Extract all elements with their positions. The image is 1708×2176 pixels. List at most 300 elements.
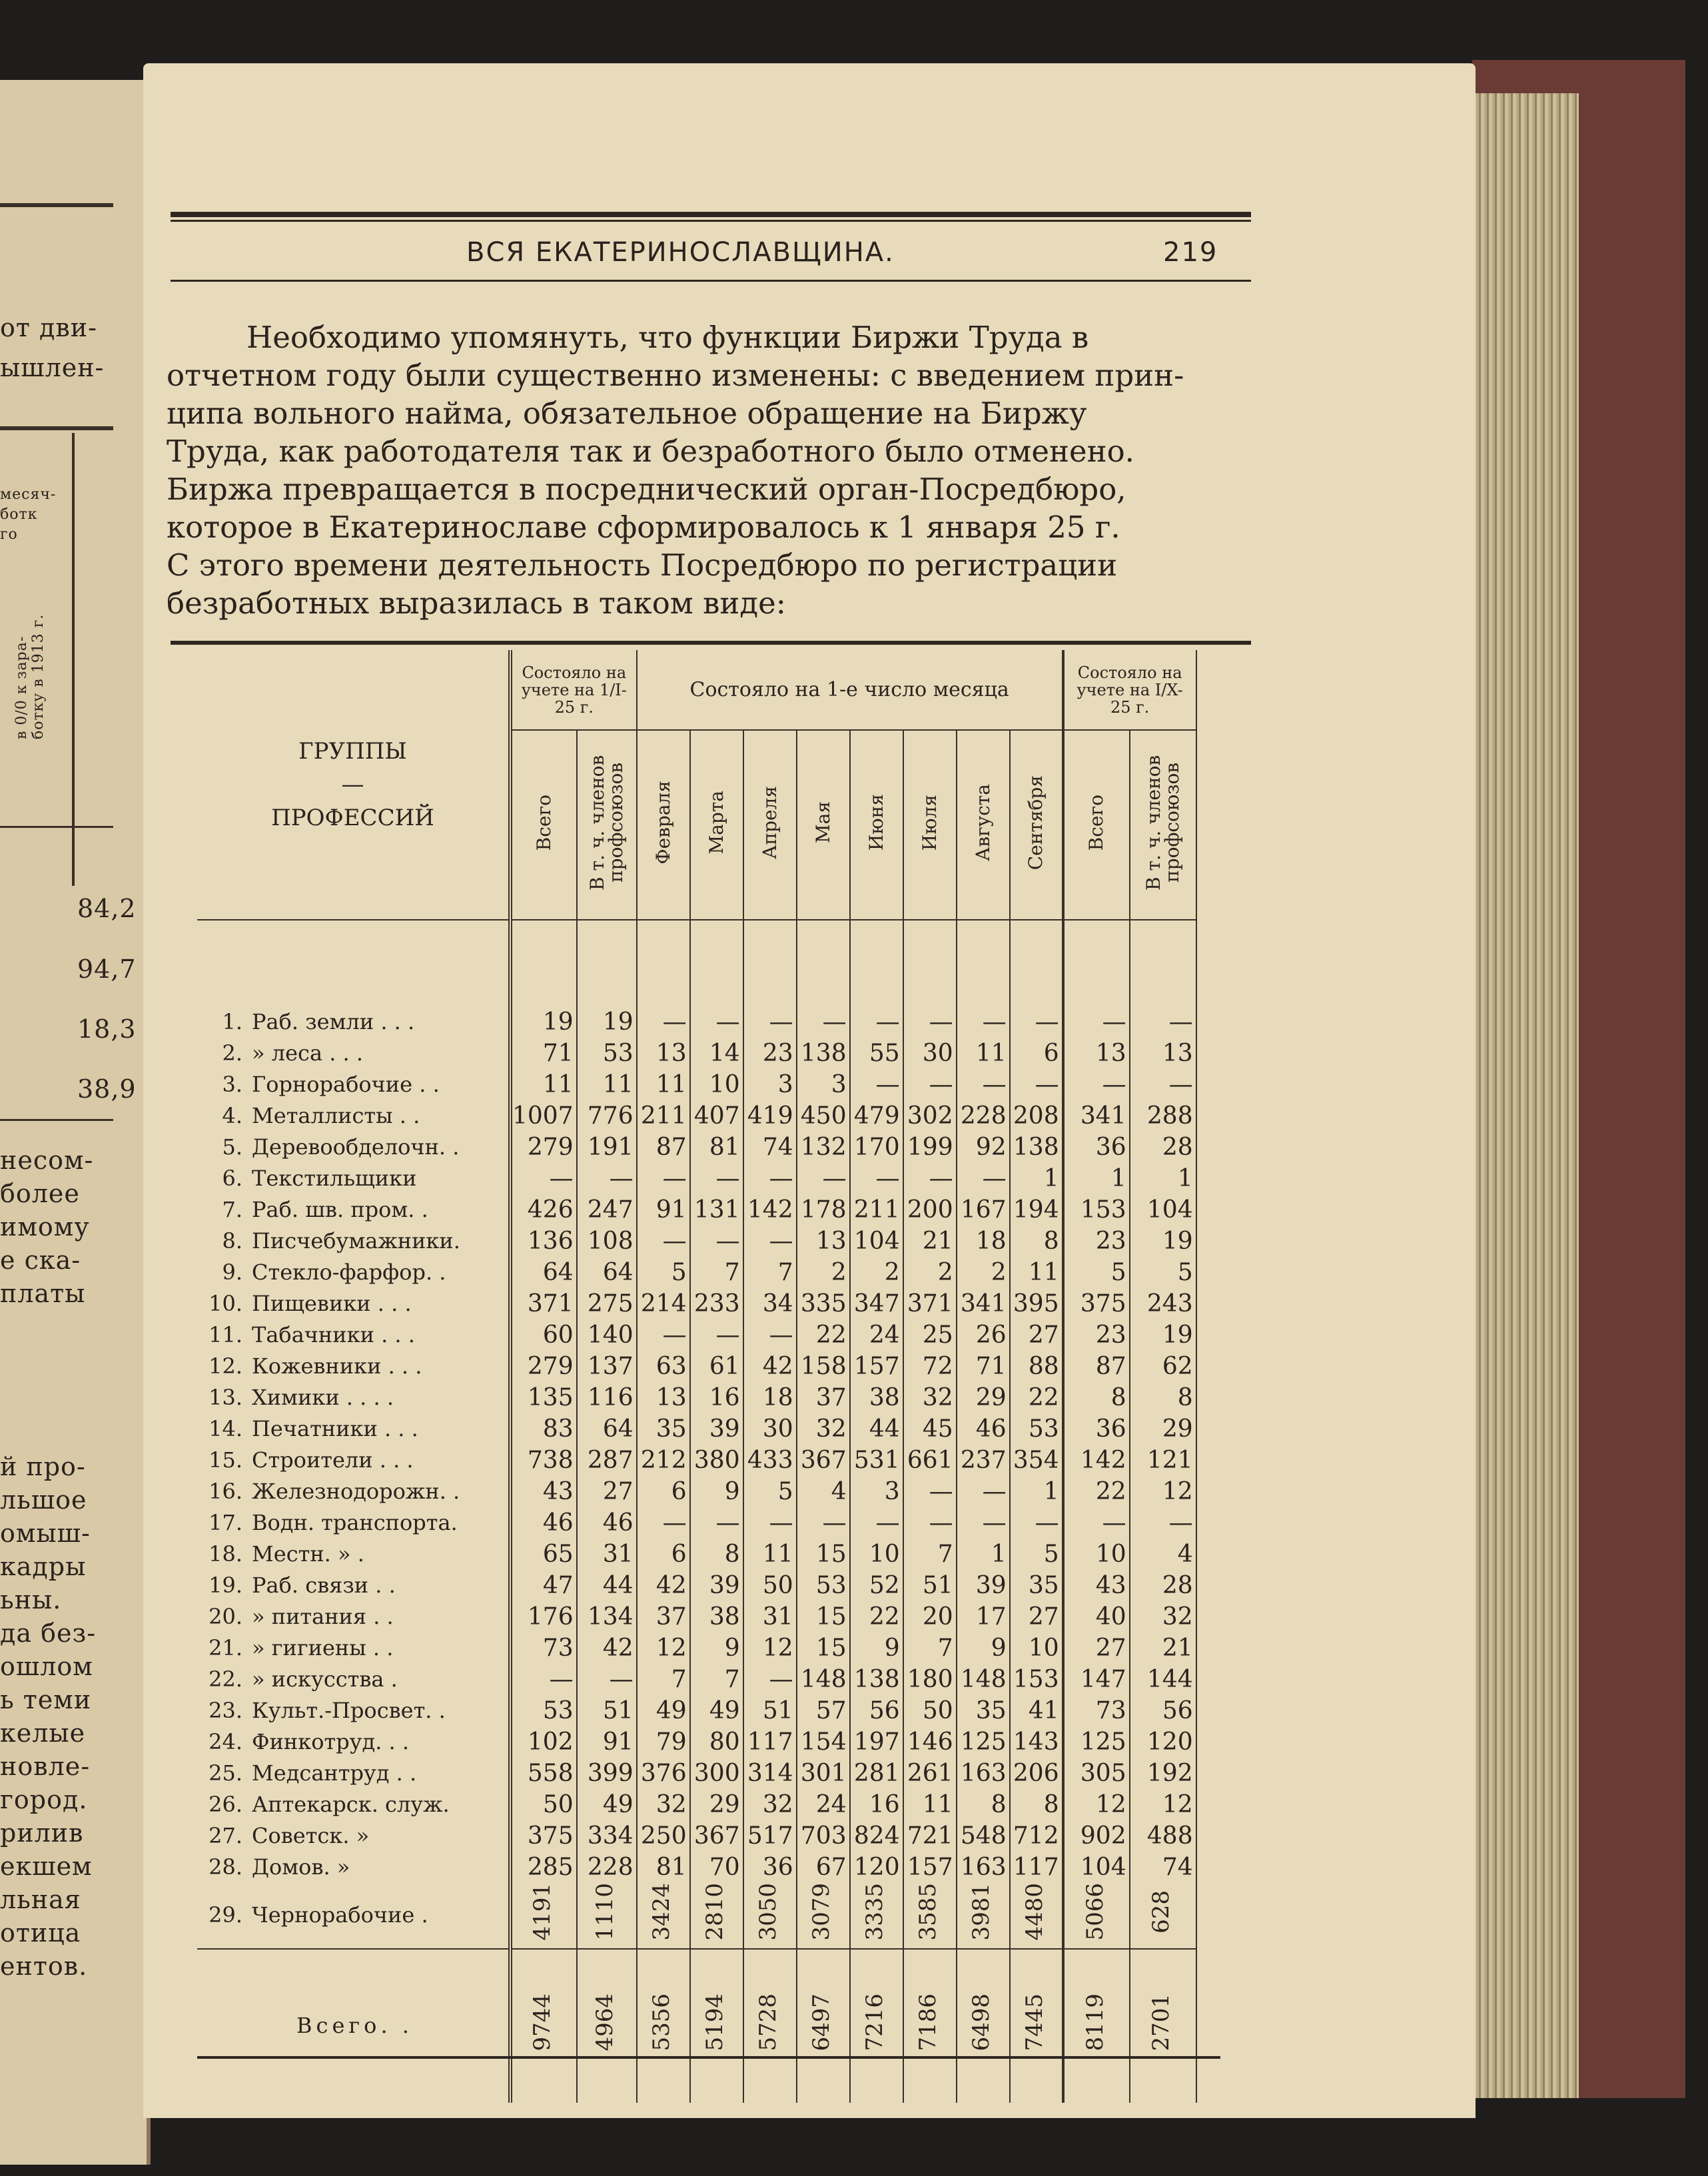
table-cell: 29 <box>690 1789 743 1820</box>
table-row <box>197 1319 1196 1351</box>
cell-value: 3335 <box>861 1883 889 1941</box>
row-name: Писчебумажники. <box>252 1228 460 1254</box>
left-page-line: ышлен- <box>0 353 105 382</box>
row-number: 12. <box>209 1353 242 1379</box>
table-cell: 22 <box>1063 1476 1130 1507</box>
row-name: Стекло-фарфор. . <box>252 1260 446 1285</box>
table-cell: — <box>1063 1507 1130 1539</box>
table-row <box>197 1288 1196 1319</box>
table-cell: 35 <box>637 1413 690 1445</box>
row-name: Советск. » <box>252 1823 370 1848</box>
row-number: 15. <box>209 1447 242 1473</box>
spacer-cell <box>690 920 743 1006</box>
row-number: 8. <box>222 1228 242 1254</box>
table-cell: 80 <box>690 1726 743 1758</box>
table-cell: 32 <box>1130 1601 1196 1632</box>
table-row <box>197 1883 1196 1949</box>
table-cell: 43 <box>510 1476 577 1507</box>
table-cell: 20 <box>903 1601 957 1632</box>
table-cell: — <box>903 1507 957 1539</box>
table-cell: 117 <box>743 1726 797 1758</box>
left-page-line: омыш- <box>0 1519 91 1548</box>
table-cell: — <box>743 1226 797 1257</box>
left-page-line: кадры <box>0 1552 87 1581</box>
table-cell: 237 <box>957 1445 1010 1476</box>
table-cell: 22 <box>850 1601 903 1632</box>
table-cell: 194 <box>1010 1194 1063 1226</box>
table-cell: 7 <box>743 1257 797 1288</box>
table-cell: 11 <box>637 1069 690 1100</box>
table-cell: 4 <box>797 1476 850 1507</box>
table-cell: 776 <box>577 1100 637 1132</box>
table-cell: 32 <box>743 1789 797 1820</box>
row-label <box>197 1100 510 1132</box>
table-cell: 17 <box>957 1601 1010 1632</box>
row-number: 13. <box>209 1385 242 1410</box>
table-cell: 1007 <box>510 1100 577 1132</box>
table-cell: 131 <box>690 1194 743 1226</box>
row-label <box>197 1883 510 1949</box>
table-cell: 11 <box>957 1038 1010 1069</box>
table-cell: 1 <box>957 1539 1010 1570</box>
total-cell <box>903 1949 957 2103</box>
table-row <box>197 1069 1196 1100</box>
left-page-header: месяч- <box>0 486 57 503</box>
table-cell: — <box>850 1006 903 1038</box>
table-cell: — <box>850 1163 903 1194</box>
table-cell: 39 <box>690 1570 743 1601</box>
table-cell: 104 <box>1063 1852 1130 1883</box>
table-cell: 143 <box>1010 1726 1063 1758</box>
row-label <box>197 1570 510 1601</box>
running-title: ВСЯ ЕКАТЕРИНОСЛАВЩИНА. <box>466 237 895 268</box>
column-header-label: Всего <box>1085 794 1108 851</box>
row-number: 24. <box>209 1729 242 1754</box>
table-cell: — <box>743 1507 797 1539</box>
table-cell: — <box>577 1664 637 1695</box>
table-bottom-rule <box>197 2056 1220 2059</box>
table-cell: 341 <box>1063 1100 1130 1132</box>
table-cell: 125 <box>957 1726 1010 1758</box>
table-cell: 47 <box>510 1570 577 1601</box>
table-cell: 23 <box>743 1038 797 1069</box>
table-row <box>197 1632 1196 1664</box>
total-value: 5356 <box>648 1993 675 2051</box>
table-row <box>197 1570 1196 1601</box>
column-header-label: Июля <box>918 794 941 851</box>
table-cell: 26 <box>957 1319 1010 1351</box>
table-cell: 40 <box>1063 1601 1130 1632</box>
row-label <box>197 1476 510 1507</box>
row-name: Раб. шв. пром. . <box>252 1197 428 1222</box>
row-number: 27. <box>209 1823 242 1848</box>
table-cell: 4 <box>1130 1539 1196 1570</box>
total-value: 6497 <box>808 1993 835 2051</box>
table-cell: 10 <box>1063 1539 1130 1570</box>
table-cell: — <box>637 1006 690 1038</box>
table-cell: 275 <box>577 1288 637 1319</box>
table-cell: 55 <box>850 1038 903 1069</box>
row-name: Железнодорожн. . <box>252 1479 460 1504</box>
cell-value: 5066 <box>1081 1883 1108 1941</box>
table-cell: 158 <box>797 1351 850 1382</box>
column-header-label: Всего <box>532 794 555 851</box>
total-cell <box>1130 1949 1196 2103</box>
table-cell: 824 <box>850 1820 903 1852</box>
table-cell <box>637 1883 690 1949</box>
table-cell: 261 <box>903 1758 957 1789</box>
table-cell: 91 <box>577 1726 637 1758</box>
total-cell <box>797 1949 850 2103</box>
cell-value: 3424 <box>648 1883 675 1941</box>
table-cell: 208 <box>1010 1100 1063 1132</box>
table-cell: 36 <box>1063 1132 1130 1163</box>
total-value: 7216 <box>861 1993 889 2051</box>
table-cell <box>1010 1883 1063 1949</box>
row-label <box>197 1601 510 1632</box>
table-cell: 433 <box>743 1445 797 1476</box>
table-cell: 228 <box>957 1100 1010 1132</box>
table-cell: 146 <box>903 1726 957 1758</box>
table-cell: 3 <box>850 1476 903 1507</box>
table-cell: — <box>743 1664 797 1695</box>
table-cell: 214 <box>637 1288 690 1319</box>
total-value: 5194 <box>701 1993 729 2051</box>
left-page-line: ошлом <box>0 1652 93 1681</box>
table-cell: 18 <box>743 1382 797 1413</box>
table-cell: 19 <box>1130 1319 1196 1351</box>
paragraph-line: которое в Екатеринославе сформировалось к 1 января 25 г. <box>167 510 1120 545</box>
table-cell: — <box>1130 1006 1196 1038</box>
table-cell: 243 <box>1130 1288 1196 1319</box>
left-page-line: екшем <box>0 1852 93 1881</box>
row-label <box>197 1539 510 1570</box>
table-cell: 19 <box>1130 1226 1196 1257</box>
total-cell <box>1010 1949 1063 2103</box>
table-cell: 138 <box>797 1038 850 1069</box>
table-cell: 314 <box>743 1758 797 1789</box>
column-header <box>510 730 577 920</box>
row-label <box>197 1257 510 1288</box>
left-page-line: ь теми <box>0 1685 92 1714</box>
table-cell: 36 <box>1063 1413 1130 1445</box>
table-cell: 341 <box>957 1288 1010 1319</box>
table-row <box>197 1726 1196 1758</box>
table-cell: 138 <box>1010 1132 1063 1163</box>
table-cell: 8 <box>957 1789 1010 1820</box>
row-number: 21. <box>209 1635 242 1660</box>
table-cell: — <box>850 1507 903 1539</box>
row-label <box>197 1319 510 1351</box>
table-cell: — <box>797 1163 850 1194</box>
table-cell: 2 <box>850 1257 903 1288</box>
table-cell: 46 <box>577 1507 637 1539</box>
table-cell: 30 <box>743 1413 797 1445</box>
table-cell: 191 <box>577 1132 637 1163</box>
column-header <box>957 730 1010 920</box>
table-cell: 9 <box>690 1632 743 1664</box>
table-cell: 53 <box>1010 1413 1063 1445</box>
row-name: Чернорабочие . <box>252 1902 428 1928</box>
table-cell: 6 <box>1010 1038 1063 1069</box>
left-page-line: льная <box>0 1885 81 1914</box>
left-page-line: отица <box>0 1918 81 1948</box>
table-cell: 57 <box>797 1695 850 1726</box>
total-value: 2701 <box>1148 1993 1175 2051</box>
table-cell: 211 <box>850 1194 903 1226</box>
spacer-cell <box>1130 920 1196 1006</box>
table-cell: 488 <box>1130 1820 1196 1852</box>
row-number: 18. <box>209 1541 242 1567</box>
table-cell: 22 <box>797 1319 850 1351</box>
table-cell: 3 <box>743 1069 797 1100</box>
left-page-rule <box>0 203 113 207</box>
table-row <box>197 1163 1196 1194</box>
column-header-label: Июня <box>865 794 887 851</box>
row-number: 10. <box>209 1291 242 1316</box>
table-cell: 61 <box>690 1351 743 1382</box>
row-name: Аптекарск. служ. <box>252 1792 450 1817</box>
table-cell: — <box>957 1507 1010 1539</box>
row-name: » искусства . <box>252 1666 398 1692</box>
table-cell: — <box>690 1319 743 1351</box>
table-row <box>197 1445 1196 1476</box>
row-name: Металлисты . . <box>252 1103 420 1128</box>
total-value: 4964 <box>592 1993 619 2051</box>
row-name: Текстильщики <box>252 1166 417 1191</box>
table-cell <box>1130 1883 1196 1949</box>
table-row <box>197 1758 1196 1789</box>
row-label <box>197 1726 510 1758</box>
row-label <box>197 1789 510 1820</box>
table-cell: — <box>957 1069 1010 1100</box>
table-cell: — <box>690 1226 743 1257</box>
cell-value: 628 <box>1148 1890 1175 1934</box>
table-cell: 703 <box>797 1820 850 1852</box>
table-cell: 38 <box>690 1601 743 1632</box>
table-cell <box>903 1883 957 1949</box>
column-header-label: В т. ч. членов профсоюзов <box>1142 755 1183 891</box>
row-label <box>197 1226 510 1257</box>
col-group-jan: Состояло на учете на 1/I-25 г. <box>510 650 637 730</box>
table-cell: 28 <box>1130 1570 1196 1601</box>
table-cell: 71 <box>957 1351 1010 1382</box>
table-cell: 200 <box>903 1194 957 1226</box>
paragraph-line: Труда, как работодателя так и безработного было отменено. <box>167 434 1134 469</box>
row-number: 11. <box>209 1322 242 1347</box>
table-cell: 8 <box>690 1539 743 1570</box>
left-page-header: го <box>0 526 18 543</box>
table-cell: — <box>957 1476 1010 1507</box>
row-name: Медсантруд . . <box>252 1760 417 1786</box>
left-page-value: 18,3 <box>77 1014 137 1044</box>
row-label <box>197 1194 510 1226</box>
table-cell: 9 <box>850 1632 903 1664</box>
table-cell: 28 <box>1130 1132 1196 1163</box>
table-cell: 153 <box>1010 1664 1063 1695</box>
table-row <box>197 1257 1196 1288</box>
cell-value: 3981 <box>968 1883 995 1941</box>
row-number: 2. <box>222 1040 242 1066</box>
col-group-monthly: Состояло на 1-е число месяца <box>637 650 1063 730</box>
row-name: Культ.-Просвет. . <box>252 1698 446 1723</box>
table-cell: 8 <box>1010 1226 1063 1257</box>
table-cell: 19 <box>577 1006 637 1038</box>
row-name: Горнорабочие . . <box>252 1072 440 1097</box>
total-value: 5728 <box>755 1993 782 2051</box>
table-cell: 31 <box>743 1601 797 1632</box>
row-number: 4. <box>222 1103 242 1128</box>
cell-value: 1110 <box>592 1883 619 1941</box>
table-cell: 13 <box>797 1226 850 1257</box>
table-cell: 41 <box>1010 1695 1063 1726</box>
table-cell: 27 <box>1063 1632 1130 1664</box>
row-number: 7. <box>222 1197 242 1222</box>
table-cell: — <box>690 1163 743 1194</box>
table-cell: — <box>1130 1507 1196 1539</box>
left-page-line: льшое <box>0 1485 87 1515</box>
table-cell: 5 <box>1010 1539 1063 1570</box>
row-label <box>197 1132 510 1163</box>
table-cell: — <box>637 1507 690 1539</box>
table-cell: 21 <box>1130 1632 1196 1664</box>
table-cell: 450 <box>797 1100 850 1132</box>
table-cell: 44 <box>577 1570 637 1601</box>
table-cell: 64 <box>577 1413 637 1445</box>
left-page-value: 94,7 <box>77 954 137 984</box>
table-cell: 10 <box>1010 1632 1063 1664</box>
table-cell: 7 <box>690 1664 743 1695</box>
total-cell <box>850 1949 903 2103</box>
table-cell: — <box>903 1006 957 1038</box>
table-cell: 347 <box>850 1288 903 1319</box>
table-cell: 375 <box>510 1820 577 1852</box>
table-cell: 180 <box>903 1664 957 1695</box>
table-cell: 44 <box>850 1413 903 1445</box>
table-cell: 9 <box>690 1476 743 1507</box>
table-cell: 376 <box>637 1758 690 1789</box>
table-cell: 120 <box>1130 1726 1196 1758</box>
total-value: 8119 <box>1081 1993 1108 2051</box>
table-cell: 2 <box>903 1257 957 1288</box>
table-cell: 50 <box>743 1570 797 1601</box>
left-page-value: 38,9 <box>77 1074 137 1104</box>
table-cell: 5 <box>637 1257 690 1288</box>
table-cell: 49 <box>690 1695 743 1726</box>
spacer-cell <box>577 920 637 1006</box>
table-cell: 176 <box>510 1601 577 1632</box>
table-cell: — <box>903 1163 957 1194</box>
table-row <box>197 1476 1196 1507</box>
table-cell: 46 <box>510 1507 577 1539</box>
table-cell: 142 <box>743 1194 797 1226</box>
table-cell: 301 <box>797 1758 850 1789</box>
table-cell: 83 <box>510 1413 577 1445</box>
table-cell: 371 <box>510 1288 577 1319</box>
table-cell: 14 <box>690 1038 743 1069</box>
table-cell: 300 <box>690 1758 743 1789</box>
left-page-line: от дви- <box>0 313 97 342</box>
table-cell: 367 <box>690 1820 743 1852</box>
left-page-line: ьны. <box>0 1585 62 1615</box>
table-cell: 1 <box>1130 1163 1196 1194</box>
table-cell: 22 <box>1010 1382 1063 1413</box>
row-name: Деревообделочн. . <box>252 1134 460 1160</box>
table-cell: 104 <box>850 1226 903 1257</box>
table-cell: 87 <box>1063 1351 1130 1382</box>
row-label <box>197 1758 510 1789</box>
cell-value: 3079 <box>808 1883 835 1941</box>
table-cell: 92 <box>957 1132 1010 1163</box>
table-cell: 42 <box>637 1570 690 1601</box>
table-cell: 121 <box>1130 1445 1196 1476</box>
table-cell: 305 <box>1063 1758 1130 1789</box>
table-cell: 53 <box>577 1038 637 1069</box>
row-name: Строители . . . <box>252 1447 414 1473</box>
table-cell: 18 <box>957 1226 1010 1257</box>
row-number: 29. <box>209 1902 242 1928</box>
spacer-cell <box>850 920 903 1006</box>
table-cell: 37 <box>797 1382 850 1413</box>
table-cell: 170 <box>850 1132 903 1163</box>
groups-header: ГРУППЫ — ПРОФЕССИЙ <box>197 650 510 920</box>
cell-value: 2810 <box>701 1883 729 1941</box>
table-cell: 9 <box>957 1632 1010 1664</box>
table-cell: 36 <box>743 1852 797 1883</box>
table-cell: 21 <box>903 1226 957 1257</box>
table-cell: 7 <box>903 1539 957 1570</box>
row-label <box>197 1351 510 1382</box>
table-cell: 30 <box>903 1038 957 1069</box>
table-cell: 367 <box>797 1445 850 1476</box>
table-cell: — <box>797 1507 850 1539</box>
table-cell: 163 <box>957 1852 1010 1883</box>
table-cell: 380 <box>690 1445 743 1476</box>
table-cell: 81 <box>690 1132 743 1163</box>
table-cell: 6 <box>637 1539 690 1570</box>
table-cell: — <box>903 1069 957 1100</box>
row-number: 6. <box>222 1166 242 1191</box>
total-value: 9744 <box>529 1993 556 2051</box>
left-page-line: новле- <box>0 1752 91 1781</box>
spacer-cell <box>903 920 957 1006</box>
row-number: 23. <box>209 1698 242 1723</box>
table-cell: 5 <box>743 1476 797 1507</box>
table-cell: 8 <box>1130 1382 1196 1413</box>
row-name: Финкотруд. . . <box>252 1729 410 1754</box>
table-cell: 64 <box>510 1257 577 1288</box>
table-cell <box>957 1883 1010 1949</box>
table-cell: 52 <box>850 1570 903 1601</box>
table-cell: 132 <box>797 1132 850 1163</box>
table-cell: 2 <box>797 1257 850 1288</box>
left-page-table-line <box>72 433 75 886</box>
table-row <box>197 1132 1196 1163</box>
table-cell: 27 <box>577 1476 637 1507</box>
table-cell: — <box>1010 1069 1063 1100</box>
total-cell <box>577 1949 637 2103</box>
header-top-rule-thin <box>171 220 1251 222</box>
spacer-cell <box>743 920 797 1006</box>
table-row <box>197 1226 1196 1257</box>
spacer-cell <box>957 920 1010 1006</box>
row-number: 14. <box>209 1416 242 1441</box>
row-label <box>197 1664 510 1695</box>
table-cell: 65 <box>510 1539 577 1570</box>
table-cell: 32 <box>903 1382 957 1413</box>
left-page <box>0 80 151 2165</box>
table-cell: — <box>510 1664 577 1695</box>
